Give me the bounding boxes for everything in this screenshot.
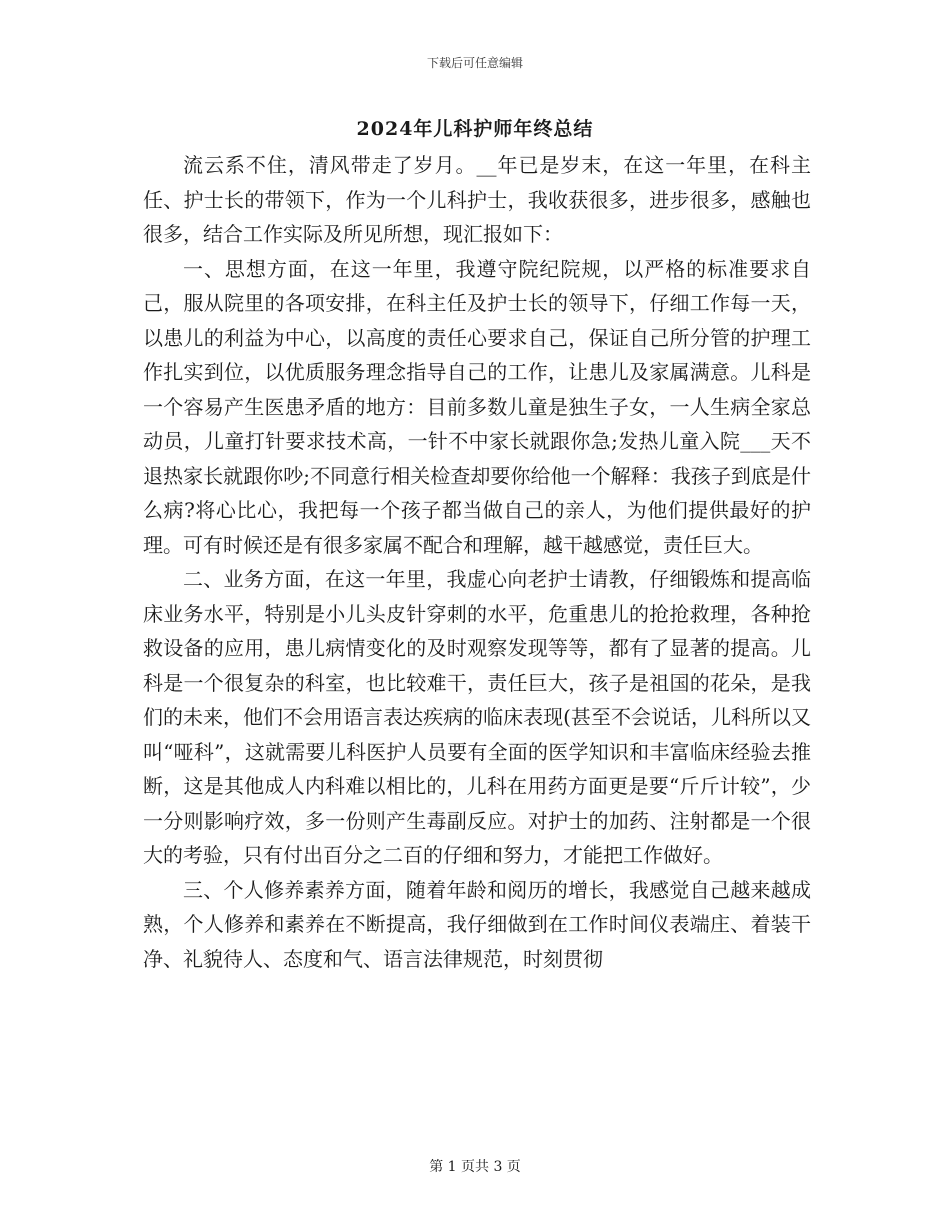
document-body (143, 148, 811, 976)
page-header: 下载后可任意编辑 (426, 56, 523, 70)
page-footer: 第 1 页共 3 页 (429, 1159, 521, 1175)
paragraph-business: 二、业务方面，在这一年里，我虚心向老护士请教，仔细锻炼和提高临床业务水平，特别是小儿头皮针穿刺的水平，危重患儿的抢抢救理，各种抢救设备的应用，患儿病情变化的及时观察发现等等，都有了显著的提高。儿科是一个很复杂的科室，也比较难干，责任巨大，孩子是祖国的花朵，是我们的未来，他们不会用语言表达疾病的临床表现(甚至不会说话，儿科所以又叫“哑科”，这就需要儿科医护人员要有全面的医学知识和丰富临床经验去推断，这是其他成人内科难以相比的，儿科在用药方面更是要“斤斤计较”，少一分则影响疗效，多一份则产生毒副反应。对护士的加药、注射都是一个很大的考验，只有付出百分之二百的仔细和努力，才能把工作做好。 (143, 567, 811, 867)
document-title: 2024年儿科护师年终总结 (356, 118, 594, 140)
paragraph-personal: 三、个人修养素养方面，随着年龄和阅历的增长，我感觉自己越来越成熟，个人修养和素养在不断提高，我仔细做到在工作时间仪表端庄、着装干净、礼貌待人、态度和气、语言法律规范，时刻贯彻 (143, 877, 811, 971)
paragraph-thought: 一、思想方面，在这一年里，我遵守院纪院规，以严格的标准要求自己，服从院里的各项安排，在科主任及护士长的领导下，仔细工作每一天，以患儿的利益为中心，以高度的责任心要求自己，保证自己所分管的护理工作扎实到位，以优质服务理念指导自己的工作，让患儿及家属满意。儿科是一个容易产生医患矛盾的地方：目前多数儿童是独生子女，一人生病全家总动员，儿童打针要求技术高，一针不中家长就跟你急;发热儿童入院___天不退热家长就跟你吵;不同意行相关检查却要你给他一个解释：我孩子到底是什么病?将心比心，我把每一个孩子都当做自己的亲人，为他们提供最好的护理。可有时候还是有很多家属不配合和理解，越干越感觉，责任巨大。 (143, 256, 811, 557)
paragraph-intro: 流云系不住，清风带走了岁月。__年已是岁末，在这一年里，在科主任、护士长的带领下，作为一个儿科护士，我收获很多，进步很多，感触也很多，结合工作实际及所见所想，现汇报如下： (143, 153, 811, 246)
